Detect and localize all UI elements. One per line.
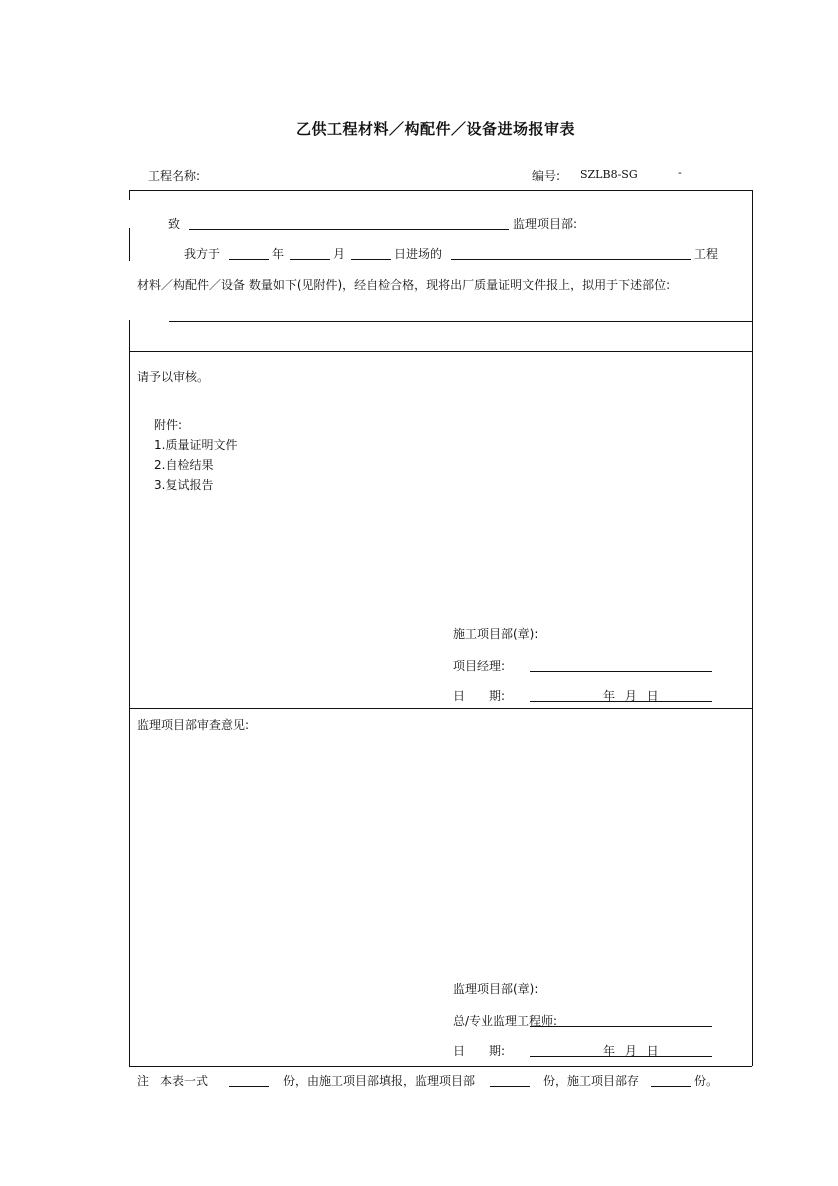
date-label-char1: 日 (453, 1044, 466, 1058)
month-label: 月 (333, 247, 346, 261)
attachments-label: 附件: (154, 418, 183, 432)
day-blank[interactable] (351, 259, 391, 260)
to-suffix: 监理项目部: (513, 217, 578, 231)
copies-supervision-blank[interactable] (490, 1086, 530, 1087)
date-label-char2: 期: (489, 1044, 506, 1058)
supervision-date-ymd: 年 月 日 (603, 1044, 659, 1058)
project-manager-label: 项目经理: (453, 659, 506, 673)
year-blank[interactable] (229, 259, 269, 260)
year-label: 年 (272, 247, 285, 261)
number-suffix: - (678, 166, 682, 179)
attachment-item: 1.质量证明文件 (154, 438, 238, 452)
date-label-char1: 日 (453, 689, 466, 703)
to-label: 致 (168, 217, 181, 231)
section-divider-1 (129, 351, 752, 352)
note-part4: 份。 (694, 1074, 719, 1088)
note-part3: 份，施工项目部存 (543, 1074, 640, 1088)
number-label: 编号: (532, 169, 561, 183)
contractor-date-ymd: 年 月 日 (603, 689, 659, 703)
month-blank[interactable] (290, 259, 330, 260)
project-manager-blank[interactable] (530, 671, 712, 672)
day-entry-label: 日进场的 (394, 247, 443, 261)
supervision-seal-label: 监理项目部(章): (453, 982, 539, 996)
supervision-engineer-blank[interactable] (530, 1026, 712, 1027)
supervision-opinion-label: 监理项目部审查意见: (137, 718, 250, 732)
project-name-label: 工程名称: (148, 169, 201, 183)
note-label: 注 (137, 1074, 150, 1088)
section-divider-2 (129, 708, 752, 709)
to-blank[interactable] (189, 229, 509, 230)
location-blank[interactable] (169, 321, 752, 322)
number-value: SZLB8-SG (580, 168, 638, 181)
table-left-border-mid (129, 228, 130, 261)
table-left-border-top (129, 190, 130, 200)
date-label-char2: 期: (489, 689, 506, 703)
attachment-item: 2.自检结果 (154, 458, 214, 472)
note-part2: 份，由施工项目部填报，监理项目部 (283, 1074, 476, 1088)
table-right-border (752, 190, 753, 1066)
form-title: 乙供工程材料／构配件／设备进场报审表 (296, 120, 576, 138)
copies-contractor-blank[interactable] (651, 1086, 691, 1087)
table-left-border (129, 320, 130, 1066)
copies-total-blank[interactable] (229, 1086, 269, 1087)
supervision-engineer-label: 总/专业监理工程师: (453, 1014, 558, 1028)
project-blank[interactable] (451, 259, 691, 260)
we-label: 我方于 (184, 247, 221, 261)
materials-statement: 材料／构配件／设备 数量如下(见附件)，经自检合格，现将出厂质量证明文件报上，拟用于下述部位: (137, 278, 671, 292)
table-top-border (129, 190, 752, 191)
project-suffix: 工程 (694, 247, 719, 261)
contractor-seal-label: 施工项目部(章): (453, 627, 539, 641)
note-part1: 本表一式 (160, 1074, 209, 1088)
attachment-item: 3.复试报告 (154, 478, 214, 492)
table-bottom-border (129, 1066, 752, 1067)
request-text: 请予以审核。 (137, 370, 210, 384)
